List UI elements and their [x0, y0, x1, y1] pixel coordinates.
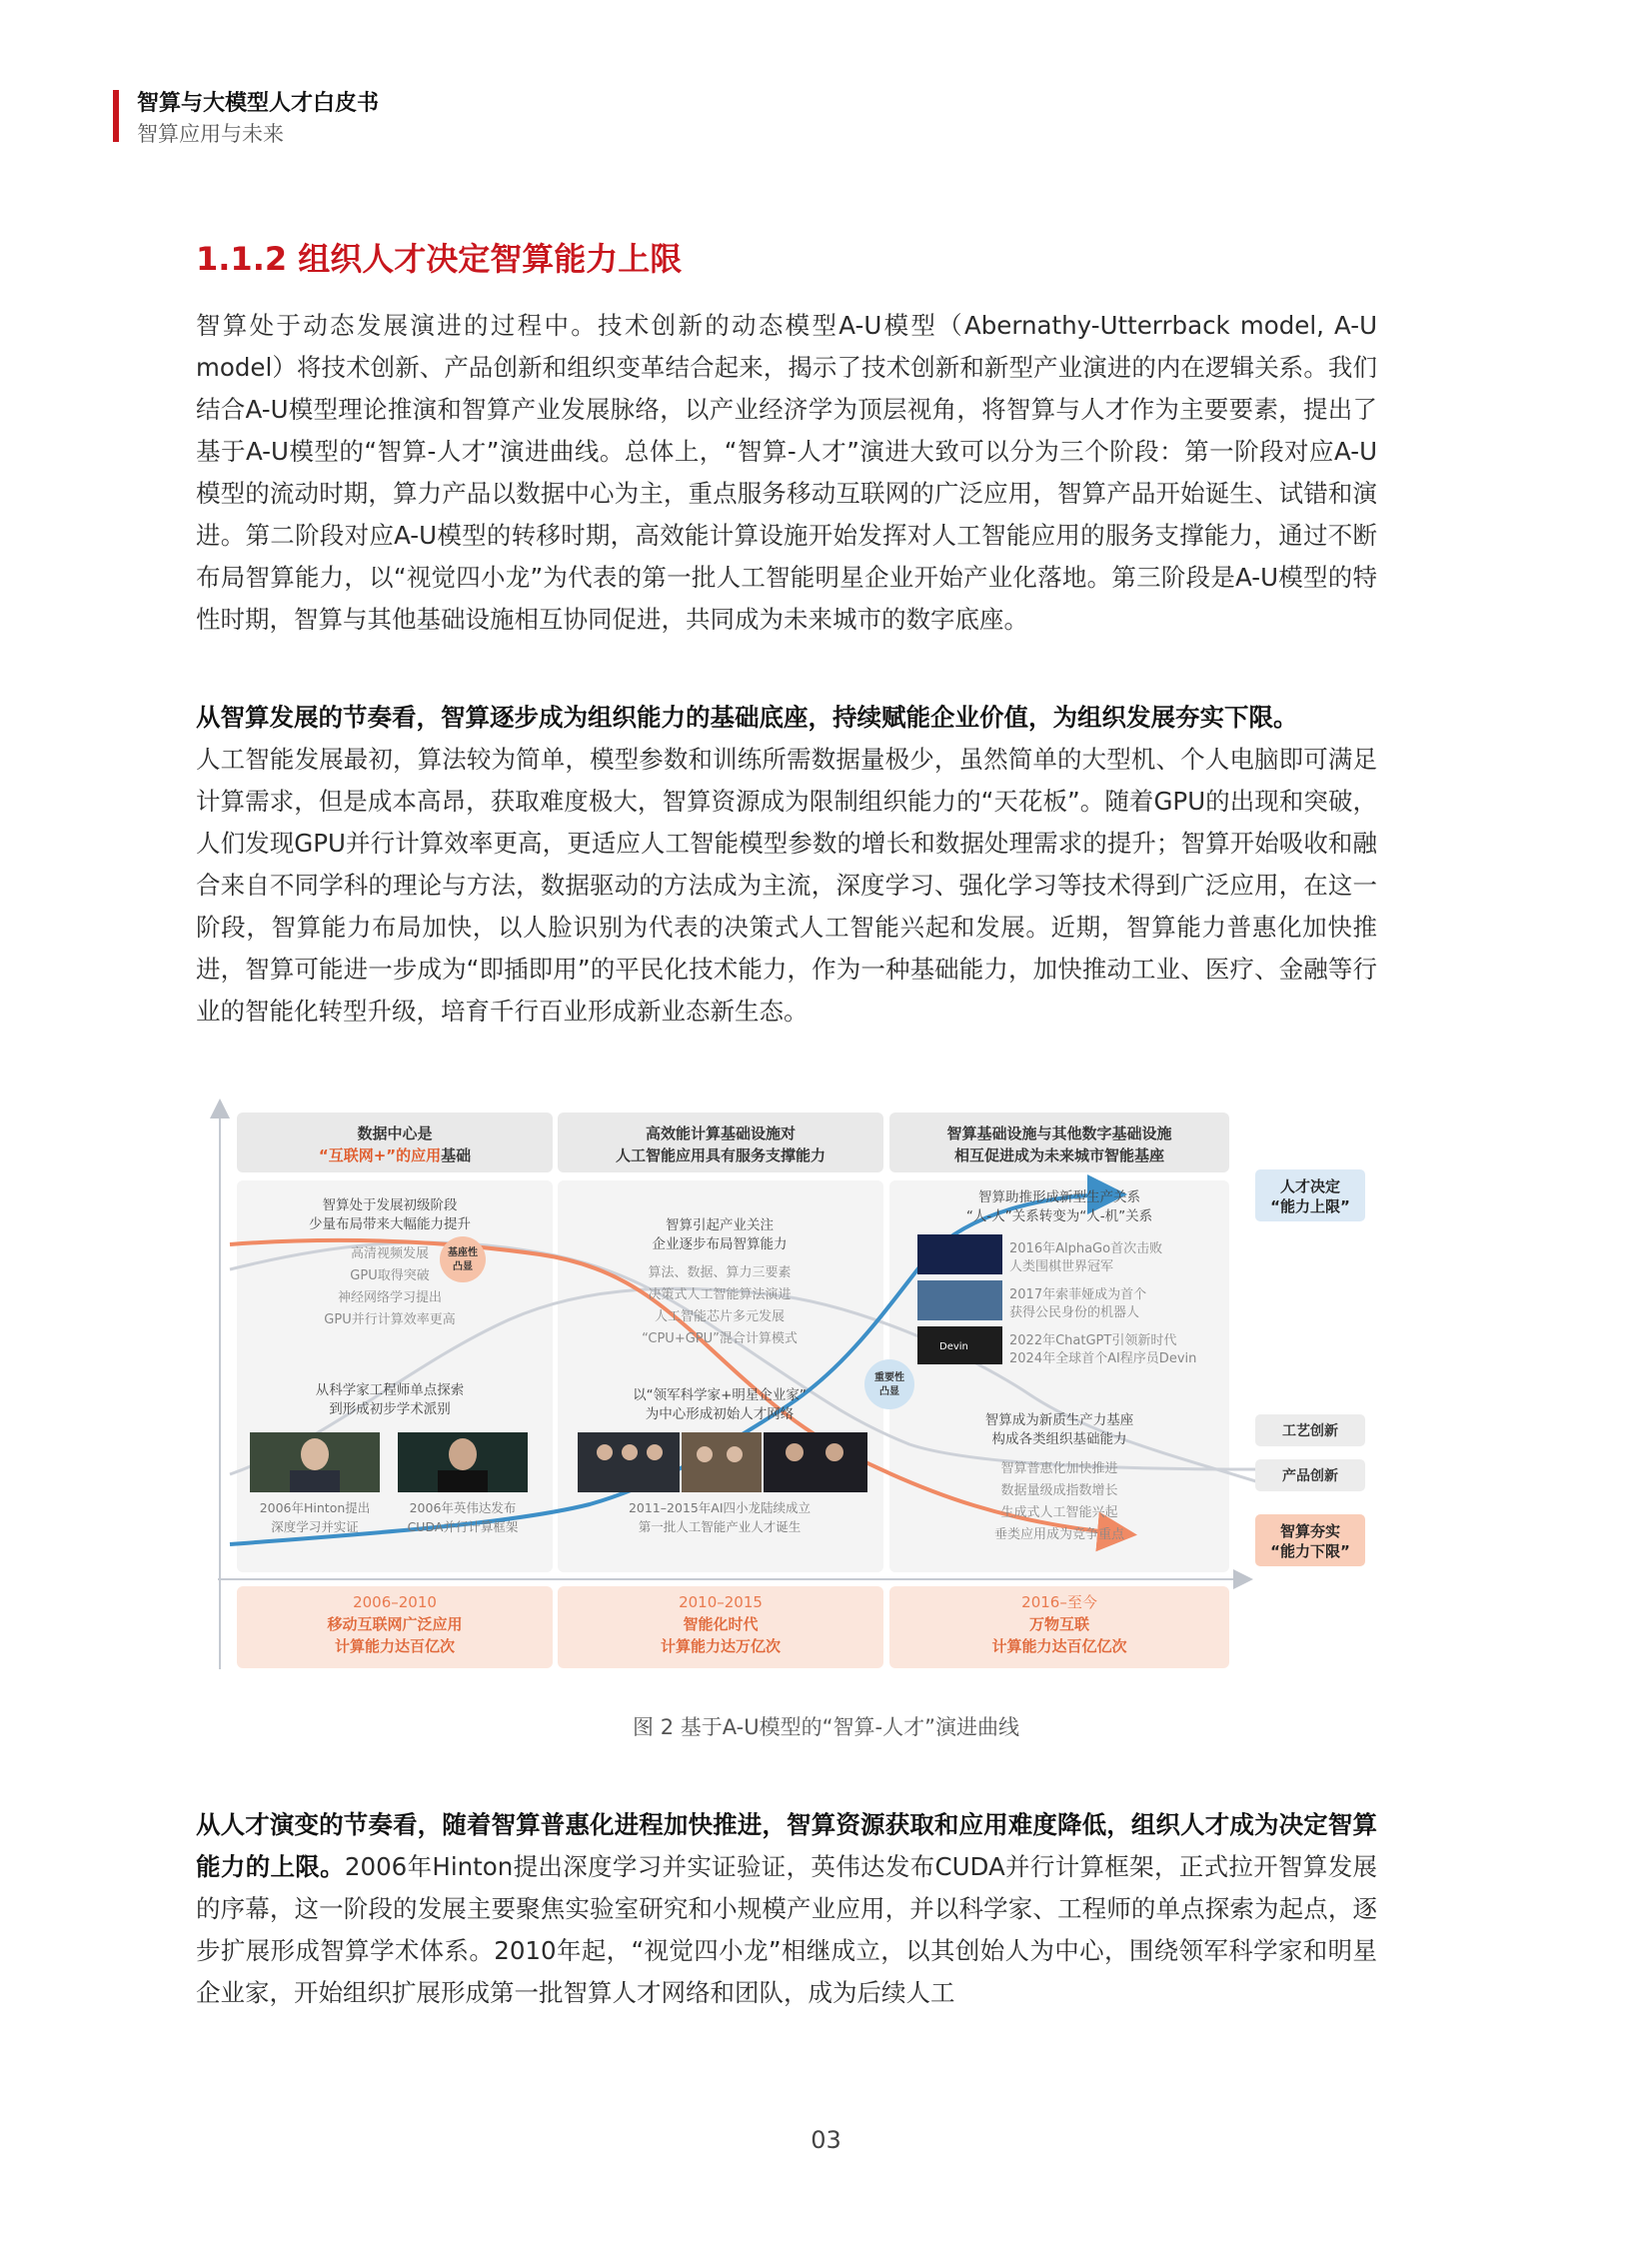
stage-1-bottom-title2: 到形成初步学术派别	[329, 1401, 451, 1417]
stage-3-item: 智算普惠化加快推进	[1000, 1461, 1118, 1476]
photo-ai-founders-3	[764, 1432, 867, 1492]
stage-3-bottom-title1: 智算成为新质生产力基座	[984, 1412, 1134, 1428]
stage-2-header-line2: 人工智能应用具有服务支撑能力	[615, 1146, 826, 1164]
stage-3-event2-line2: 获得公民身份的机器人	[1009, 1305, 1140, 1320]
photo-hinton-caption2: 深度学习并实证	[271, 1519, 359, 1534]
stage-1-bottom-title1: 从科学家工程师单点探索	[315, 1382, 465, 1398]
stage-3-era: 万物互联	[1028, 1615, 1090, 1633]
badge-importance-line1: 重要性	[874, 1372, 904, 1383]
talent-ceiling-label-line1: 人才决定	[1279, 1177, 1341, 1195]
stage-1-top-title2: 少量布局带来大幅能力提升	[309, 1216, 471, 1232]
stage-3-header-line2: 相互促进成为未来城市智能基座	[953, 1146, 1165, 1164]
stage-1-item: 神经网络学习提出	[337, 1290, 443, 1305]
craft-innovation-label: 工艺创新	[1282, 1423, 1338, 1439]
badge-importance	[864, 1359, 914, 1409]
page-number: 03	[811, 2126, 841, 2154]
stage-1-item: 高清视频发展	[350, 1246, 430, 1261]
stage-2-top-title1: 智算引起产业关注	[666, 1217, 774, 1233]
stage-2-years: 2010–2015	[679, 1593, 763, 1611]
devin-photo-label: Devin	[939, 1341, 968, 1352]
stage-2-item: 决策式人工智能算法演进	[648, 1287, 792, 1302]
stage-2-photo-caption1: 2011–2015年AI四小龙陆续成立	[628, 1500, 812, 1515]
stage-3-power: 计算能力达百亿亿次	[991, 1637, 1127, 1655]
photo-hinton-caption1: 2006年Hinton提出	[259, 1500, 371, 1515]
talent-ceiling-label-line2: “能力上限”	[1270, 1197, 1350, 1215]
photo-hinton-face	[301, 1438, 329, 1470]
stage-3-item: 生成式人工智能兴起	[1000, 1505, 1118, 1520]
compute-floor-label-line1: 智算夯实	[1279, 1522, 1341, 1540]
stage-2-item: “CPU+GPU”混合计算模式	[642, 1331, 798, 1346]
stage-2-header-line1: 高效能计算基础设施对	[645, 1124, 797, 1142]
stage-3-bottom-title2: 构成各类组织基础能力	[991, 1431, 1127, 1447]
stage-3-event3-line1: 2022年ChatGPT引领新时代	[1009, 1333, 1177, 1348]
figure-caption: 图 2 基于A-U模型的“智算-人才”演进曲线	[633, 1715, 1019, 1739]
photo-huang-caption2: CUDA并行计算框架	[407, 1519, 519, 1534]
header-accent-bar	[113, 90, 119, 142]
stage-1-power: 计算能力达百亿次	[334, 1637, 456, 1655]
stage-1-years: 2006–2010	[353, 1593, 437, 1611]
stage-3-event3-line2: 2024年全球首个AI程序员Devin	[1009, 1351, 1197, 1366]
compute-floor-label-line2: “能力下限”	[1270, 1542, 1350, 1560]
stage-3-years: 2016–至今	[1021, 1593, 1097, 1611]
product-innovation-label: 产品创新	[1282, 1468, 1338, 1484]
stage-1-item: GPU取得突破	[350, 1268, 430, 1283]
paragraph-1: 智算处于动态发展演进的过程中。技术创新的动态模型A-U模型（Abernathy-Utterrback model, A-U model）将技术创新、产品创新和组织变革结合起来，揭示了技术创新和新型产业演进的内在逻辑关系。我们结合A-U模型理论推演和智算产业发展脉络，以产业经济学为顶层视角，将智算与人才作为主要要素，提出了基于A-U模型的“智算-人才”演进曲线。总体上，“智算-人才”演进大致可以分为三个阶段：第一阶段对应A-U模型的流动时期，算力产品以数据中心为主，重点服务移动互联网的广泛应用，智算产品开始诞生、试错和演进。第二阶段对应A-U模型的转移时期，高效能计算设施开始发挥对人工智能应用的服务支撑能力，通过不断布局智算能力，以“视觉四小龙”为代表的第一批人工智能明星企业开始产业化落地。第三阶段是A-U模型的特性时期，智算与其他基础设施相互协同促进，共同成为未来城市的数字底座。	[196, 311, 1377, 634]
stage-2-era: 智能化时代	[683, 1615, 759, 1633]
photo-huang-face	[449, 1438, 477, 1470]
stage-3-top-title2: “人-人”关系转变为“人-机”关系	[965, 1208, 1153, 1224]
photo-sophia	[917, 1280, 1002, 1320]
au-model-diagram	[210, 1095, 1379, 1674]
photo-huang-body	[438, 1470, 488, 1492]
stage-1-era: 移动互联网广泛应用	[327, 1615, 463, 1633]
stage-2-bottom-title1: 以“领军科学家+明星企业家”	[633, 1387, 807, 1403]
badge-foundation-line2: 凸显	[453, 1261, 473, 1272]
stage-3-event1-line1: 2016年AlphaGo首次击败	[1009, 1241, 1163, 1256]
document-title: 智算与大模型人才白皮书	[137, 91, 380, 116]
paragraph-3-body: 2006年Hinton提出深度学习并实证验证，英伟达发布CUDA并行计算框架，正式拉开智算发展的序幕，这一阶段的发展主要聚焦实验室研究和小规模产业应用，并以科学家、工程师的单点探索为起点，逐步扩展形成智算学术体系。2010年起，“视觉四小龙”相继成立，以其创始人为中心，围绕领军科学家和明星企业家，开始组织扩展形成第一批智算人才网络和团队，成为后续人工	[196, 1852, 1378, 2007]
paragraph-3	[196, 1804, 1377, 2014]
stage-3-event2-line1: 2017年索菲娅成为首个	[1009, 1287, 1147, 1302]
stage-2-item: 人工智能芯片多元发展	[654, 1309, 786, 1324]
stage-1-header-line2: “互联网+”的应用基础	[318, 1146, 472, 1164]
paragraph-2-lead: 从智算发展的节奏看，智算逐步成为组织能力的基础底座，持续赋能企业价值，为组织发展夯实下限。	[196, 703, 1298, 732]
stage-2-photo-caption2: 第一批人工智能产业人才诞生	[638, 1519, 802, 1534]
stage-2-top-title2: 企业逐步布局智算能力	[652, 1236, 788, 1252]
stage-2-bottom-title2: 为中心形成初始人才网络	[645, 1406, 795, 1422]
stage-3-item: 数据量级成指数增长	[1000, 1483, 1118, 1498]
section-title: 1.1.2 组织人才决定智算能力上限	[196, 240, 683, 278]
au-model-figure	[210, 1095, 1379, 1674]
badge-foundation	[440, 1236, 486, 1282]
stage-1-header-line1: 数据中心是	[357, 1124, 433, 1142]
stage-3-event1-line2: 人类围棋世界冠军	[1009, 1259, 1114, 1274]
photo-huang-caption1: 2006年英伟达发布	[409, 1500, 517, 1515]
badge-importance-line2: 凸显	[879, 1386, 899, 1397]
paragraph-2-body: 人工智能发展最初，算法较为简单，模型参数和训练所需数据量极少，虽然简单的大型机、个人电脑即可满足计算需求，但是成本高昂，获取难度极大，智算资源成为限制组织能力的“天花板”。随着GPU的出现和突破，人们发现GPU并行计算效率更高，更适应人工智能模型参数的增长和数据处理需求的提升；智算开始吸收和融合来自不同学科的理论与方法，数据驱动的方法成为主流，深度学习、强化学习等技术得到广泛应用，在这一阶段，智算能力布局加快，以人脸识别为代表的决策式人工智能兴起和发展。近期，智算能力普惠化加快推进，智算可能进一步成为“即插即用”的平民化技术能力，作为一种基础能力，加快推动工业、医疗、金融等行业的智能化转型升级，培育千行百业形成新业态新生态。	[196, 745, 1377, 1026]
photo-ai-founders-1	[578, 1432, 680, 1492]
document-subtitle: 智算应用与未来	[137, 122, 284, 146]
photo-alphago	[917, 1234, 1002, 1274]
stage-3-top-title1: 智算助推形成新型生产关系	[978, 1189, 1140, 1205]
photo-hinton-body	[290, 1470, 340, 1492]
stage-2-item: 算法、数据、算力三要素	[648, 1265, 792, 1280]
stage-1-top-title1: 智算处于发展初级阶段	[322, 1197, 458, 1213]
paragraph-3-lead: 从人才演变的节奏看，随着智算普惠化进程加快推进，智算资源获取和应用难度降低，组织人才成为决定智算能力的上限。	[196, 1810, 1377, 1881]
photo-ai-founders-2	[682, 1432, 762, 1492]
paragraph-2	[196, 697, 1377, 1033]
stage-3-item: 垂类应用成为竞争重点	[993, 1527, 1125, 1542]
stage-3-header-line1: 智算基础设施与其他数字基础设施	[946, 1124, 1172, 1142]
stage-1-item: GPU并行计算效率更高	[324, 1312, 456, 1327]
stage-2-power: 计算能力达万亿次	[660, 1637, 782, 1655]
badge-foundation-line1: 基座性	[448, 1247, 478, 1258]
